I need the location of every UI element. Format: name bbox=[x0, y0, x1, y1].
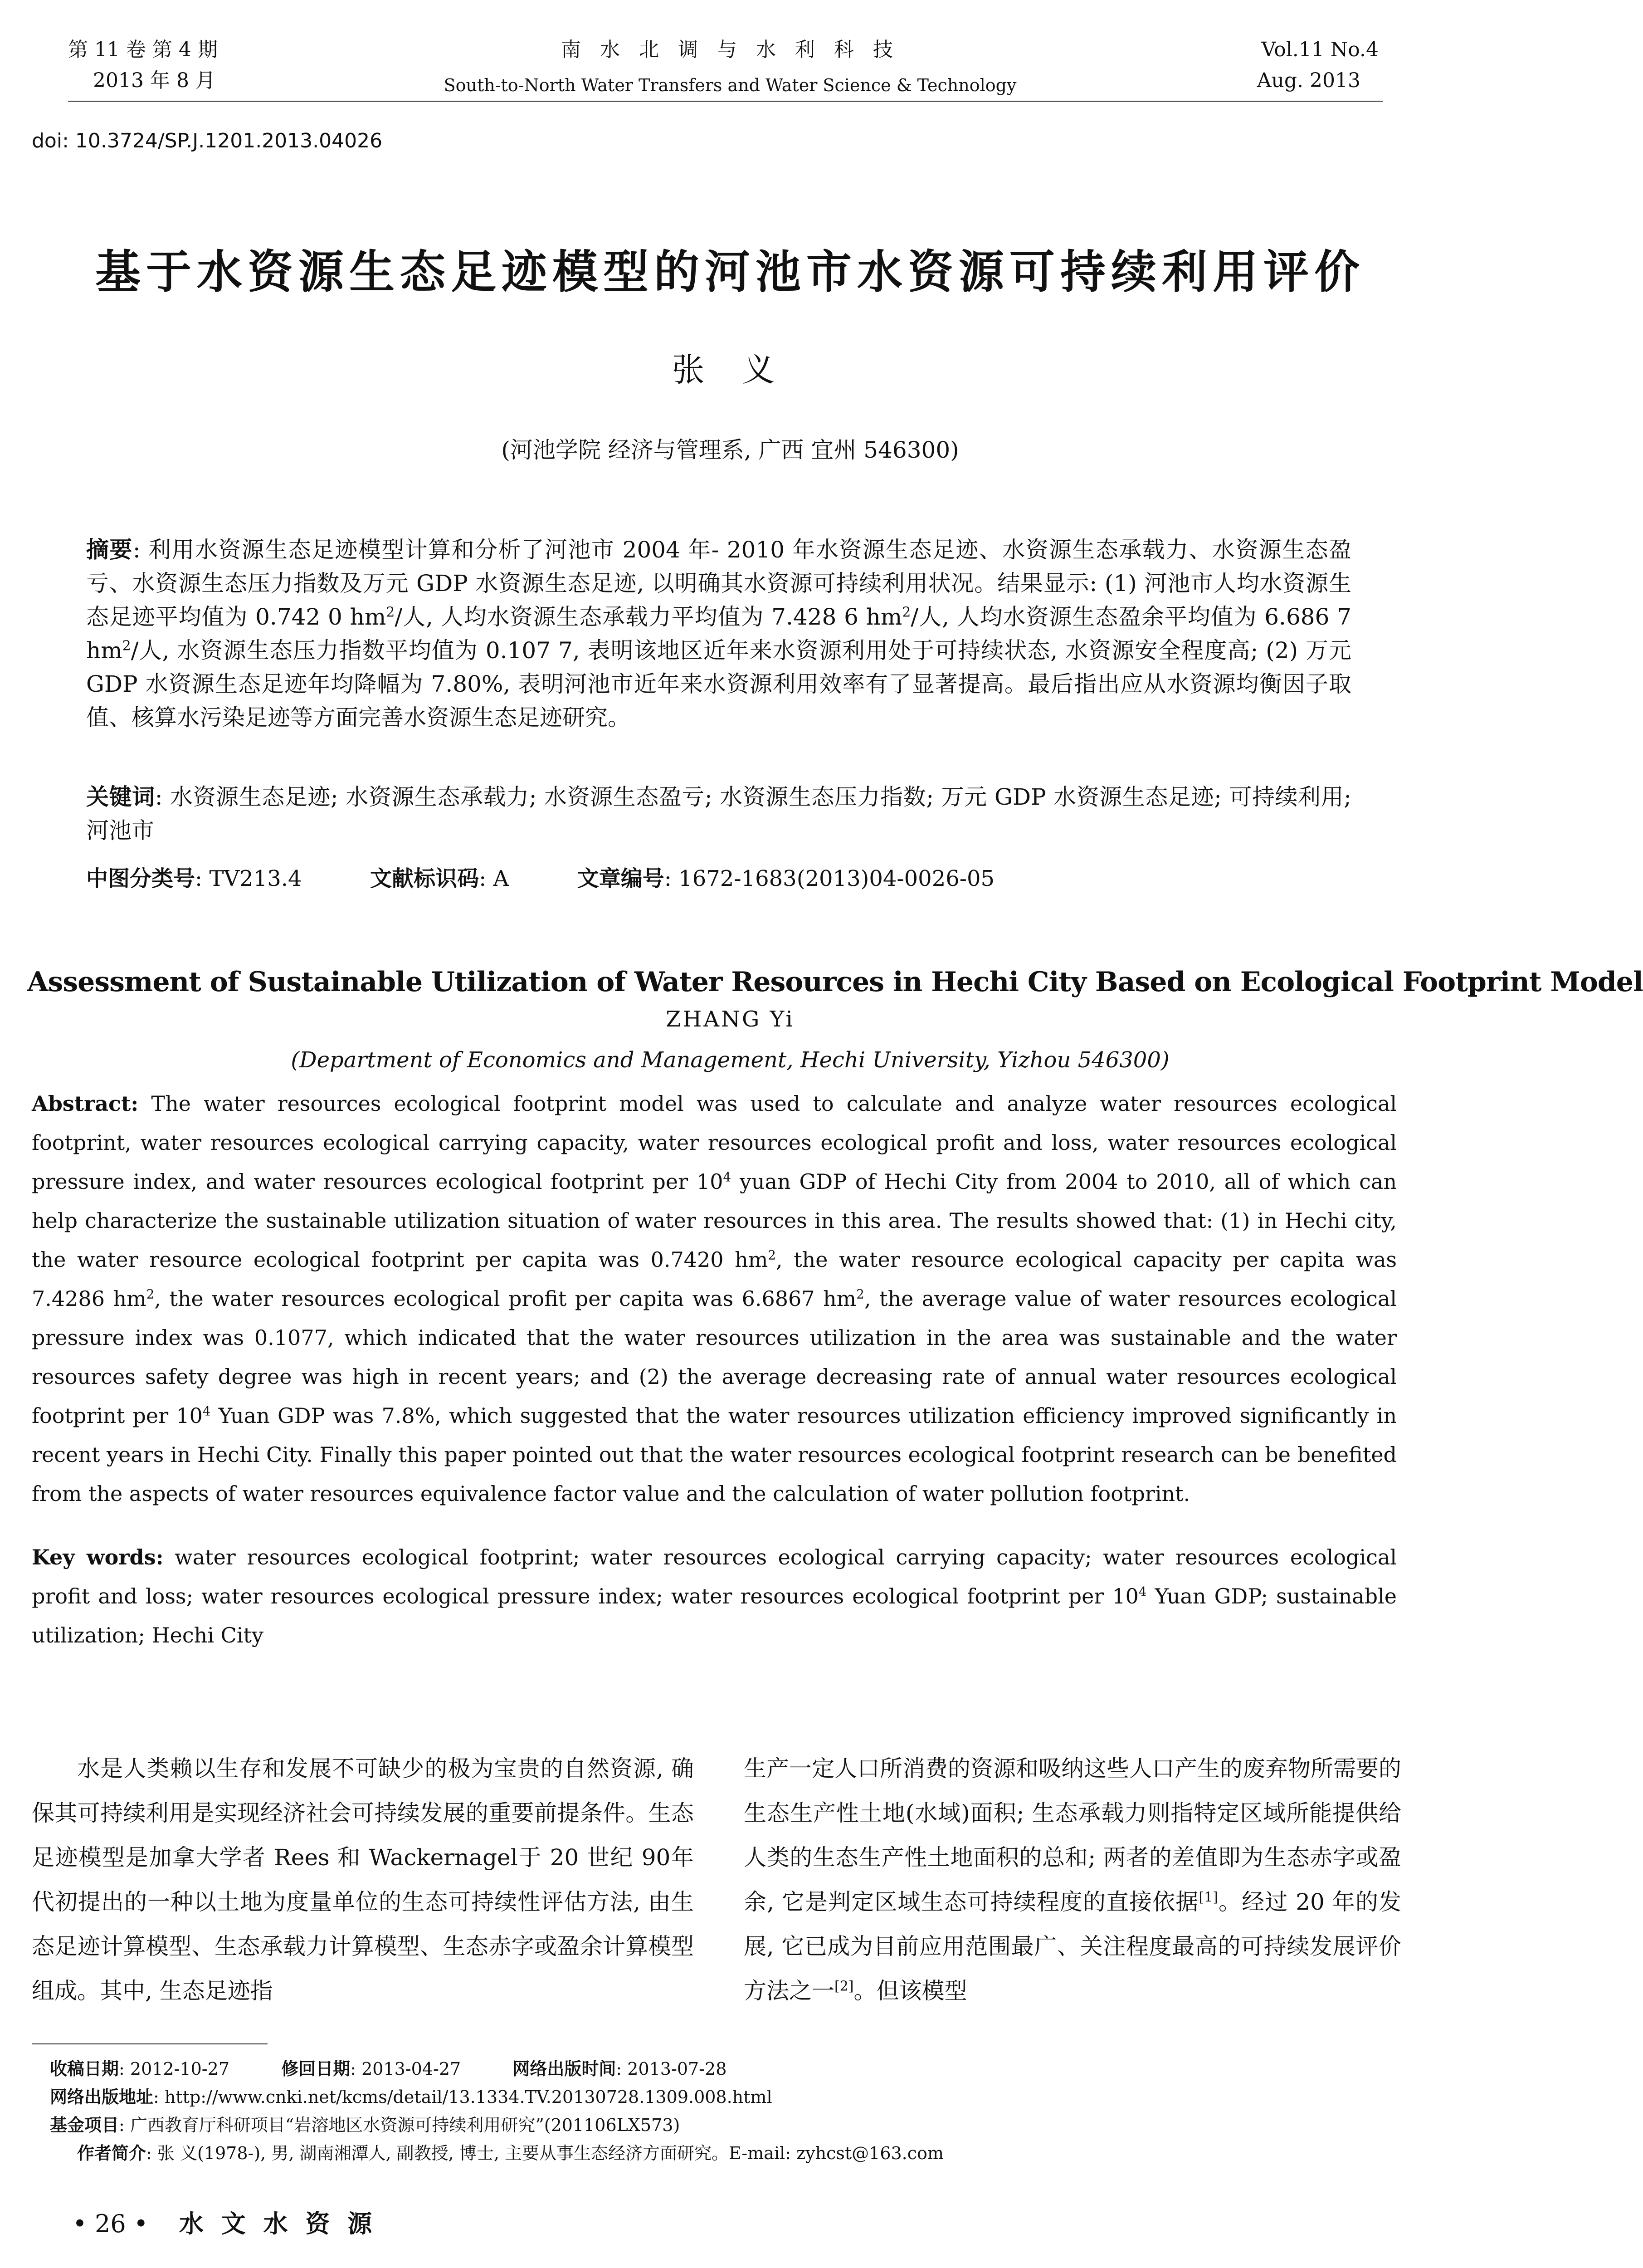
abstract-en-text-2: yuan GDP of Hechi City from 2004 to 2010, all of which can help characterize the sustainable utilization situation of water resources in this area. The results showed that: (1) in Hechi city, the water resource ecological footprint per capita was 0.7420 hm bbox=[32, 1169, 1397, 1272]
abstract-en-text-1: The water resources ecological footprint model was used to calculate and analyze water resources ecological footprint, water resources ecological carrying capacity, water resources ecological profit and loss, water resources ecological pressure index, and water resources ecological footprint per 10 bbox=[32, 1091, 1397, 1194]
doc-code-label: 文献标识码 bbox=[370, 866, 479, 891]
sup: 4 bbox=[723, 1169, 731, 1185]
abstract-en-text-6: Yuan GDP was 7.8%, which suggested that the water resources utilization efficiency improved significantly in recent years in Hechi City. Finally this paper pointed out that the water resources ecological footprint research can be benefited from the aspects of water resources equivalence factor value and the calculation of water pollution footprint. bbox=[32, 1403, 1397, 1506]
abstract-cn-label: 摘要 bbox=[86, 536, 133, 563]
header-date-en: Aug. 2013 bbox=[1257, 69, 1360, 92]
body-text-1: 生产一定人口所消费的资源和吸纳这些人口产生的废弃物所需要的生态生产性土地(水域)面积; 生态承载力则指特定区域所能提供给人类的生态生产性土地面积的总和; 两者的差值即为生态赤字或盈余, 它是判定区域生态可持续程度的直接依据 bbox=[744, 1755, 1401, 1915]
abstract-cn-text-4: /人, 水资源生态压力指数平均值为 0.107 7, 表明该地区近年来水资源利用处于可持续状态, 水资源安全程度高; (2) 万元 GDP 水资源生态足迹年均降幅为 7.80%, 表明河池市近年来水资源利用效率有了显著提高。最后指出应从水资源均衡因子取值、核算水污染足迹等方面完善水资源生态足迹研究。 bbox=[86, 637, 1351, 731]
header-date: 2013 年 8 月 bbox=[93, 69, 215, 92]
footnote-url: 网络出版地址: http://www.cnki.net/kcms/detail/13.1334.TV.20130728.1309.008.html bbox=[50, 2087, 772, 2107]
abstract-en-label: Abstract: bbox=[32, 1091, 139, 1116]
sup: 2 bbox=[386, 604, 395, 621]
title-en: Assessment of Sustainable Utilization of Water Resources in Hechi City Based on Ecological Footprint Model bbox=[27, 966, 1643, 998]
revised-label: 修回日期 bbox=[281, 2058, 351, 2079]
footnote-rule bbox=[32, 2043, 268, 2044]
body-column-right bbox=[744, 1746, 1401, 2013]
affiliation-en: (Department of Economics and Management, Hechi University, Yizhou 546300) bbox=[291, 1047, 1170, 1073]
header-rule bbox=[68, 101, 1383, 102]
header-journal-en: South-to-North Water Transfers and Water Science & Technology bbox=[444, 75, 1017, 95]
body-text-2: 。经过 20 年的发展, 它已成为目前应用范围最广、关注程度最高的可持续发展评价方法之一 bbox=[744, 1889, 1401, 2004]
clc-label: 中图分类号 bbox=[86, 866, 195, 891]
abstract-cn-text-2: /人, 人均水资源生态承载力平均值为 7.428 6 hm bbox=[395, 604, 902, 630]
title-cn: 基于水资源生态足迹模型的河池市水资源可持续利用评价 bbox=[95, 245, 1365, 298]
header-journal-cn: 南 水 北 调 与 水 利 科 技 bbox=[561, 38, 899, 61]
journal-section: 水 文 水 资 源 bbox=[179, 2209, 377, 2238]
citation-ref: [1] bbox=[1199, 1889, 1218, 1906]
article-id-value: 1672-1683(2013)04-0026-05 bbox=[678, 866, 995, 891]
doc-code-value: A bbox=[493, 866, 509, 891]
author-cn: 张 义 bbox=[672, 351, 789, 389]
footnote-fund: 基金项目: 广西教育厅科研项目“岩溶地区水资源可持续利用研究”(201106LX573) bbox=[50, 2115, 680, 2135]
abstract-cn-text-1: 利用水资源生态足迹模型计算和分析了河池市 2004 年- 2010 年水资源生态足迹、水资源生态承载力、水资源生态盈亏、水资源生态压力指数及万元 GDP 水资源生态足迹, 以明确其水资源可持续利用状况。结果显示: (1) 河池市人均水资源生态足迹平均值为 0.742 0 hm bbox=[86, 537, 1352, 630]
sup: 2 bbox=[768, 1247, 776, 1263]
keywords-cn: 关键词: 水资源生态足迹; 水资源生态承载力; 水资源生态盈亏; 水资源生态压力指数; 万元 GDP 水资源生态足迹; 可持续利用; 河池市 bbox=[86, 783, 1352, 844]
url-label: 网络出版地址 bbox=[50, 2087, 154, 2107]
footnotes bbox=[50, 2055, 1410, 2167]
abstract-en bbox=[32, 1084, 1397, 1513]
online-date: 2013-07-28 bbox=[627, 2059, 727, 2079]
author-bio-label: 作者简介 bbox=[77, 2143, 146, 2163]
sup: 2 bbox=[122, 638, 131, 654]
article-id-label: 文章编号 bbox=[577, 866, 664, 891]
fund-text: 广西教育厅科研项目“岩溶地区水资源可持续利用研究”(201106LX573) bbox=[130, 2115, 680, 2135]
keywords-en bbox=[32, 1538, 1397, 1655]
sup: 4 bbox=[202, 1403, 211, 1419]
body-text-3: 。但该模型 bbox=[853, 1978, 967, 2004]
keywords-cn-text: 水资源生态足迹; 水资源生态承载力; 水资源生态盈亏; 水资源生态压力指数; 万元 GDP 水资源生态足迹; 可持续利用; 河池市 bbox=[86, 784, 1352, 844]
header-volume: 第 11 卷 第 4 期 bbox=[68, 38, 218, 61]
received-label: 收稿日期 bbox=[50, 2058, 119, 2079]
sup: 2 bbox=[902, 604, 911, 621]
online-url-link[interactable]: http://www.cnki.net/kcms/detail/13.1334.TV.20130728.1309.008.html bbox=[164, 2087, 772, 2107]
citation-ref: [2] bbox=[834, 1978, 854, 1994]
author-en: ZHANG Yi bbox=[666, 1007, 795, 1032]
clc-value: TV213.4 bbox=[209, 866, 302, 891]
page-number: • 26 • bbox=[73, 2209, 148, 2238]
keywords-en-label: Key words: bbox=[32, 1545, 164, 1569]
affiliation-cn: (河池学院 经济与管理系, 广西 宜州 546300) bbox=[501, 437, 959, 463]
fund-label: 基金项目 bbox=[50, 2115, 119, 2135]
received-date: 2012-10-27 bbox=[130, 2059, 229, 2079]
revised-date: 2013-04-27 bbox=[361, 2059, 461, 2079]
sup: 2 bbox=[856, 1286, 864, 1302]
classification-cn: 中图分类号: TV213.4 文献标识码: A 文章编号: 1672-1683(2013)04-0026-05 bbox=[86, 866, 995, 891]
keywords-en-text-1: water resources ecological footprint; water resources ecological carrying capacity; water resources ecological profit and loss; water resources ecological pressure index; water resources ecological footprint per 10 bbox=[32, 1545, 1397, 1608]
abstract-en-text-5: , the average value of water resources ecological pressure index was 0.1077, which indicated that the water resources utilization in the area was sustainable and the water resources safety degree was high in recent years; and (2) the average decreasing rate of annual water resources ecological footprint per 10 bbox=[32, 1286, 1397, 1428]
footnote-dates: 收稿日期: 2012-10-27 修回日期: 2013-04-27 网络出版时间: 2013-07-28 bbox=[50, 2058, 727, 2079]
body-column-left: 水是人类赖以生存和发展不可缺少的极为宝贵的自然资源, 确保其可持续利用是实现经济社会可持续发展的重要前提条件。生态足迹模型是加拿大学者 Rees 和 Wackernagel于 20 世纪 90年代初提出的一种以土地为度量单位的生态可持续性评估方法, 由生态足迹计算模型、生态承载力计算模型、生态赤字或盈余计算模型组成。其中, 生态足迹指 bbox=[32, 1755, 694, 2004]
abstract-cn: 摘要: 利用水资源生态足迹模型计算和分析了河池市 2004 年- 2010 年水资源生态足迹、水资源生态承载力、水资源生态盈亏、水资源生态压力指数及万元 GDP 水资源生态足迹, 以明确其水资源可持续利用状况。结果显示: (1) 河池市人均水资源生态足迹平均值为 0.742 0 $hm^2/$人, 人均水资源生态承载力平均值为 7.428 6 $hm^2/$人, 人均水资源生态盈余平均值为 6.686 7 $hm^2/$人, 水资源生态压力指数平均值为 0.107 7, 表明该地区近年来水资源利用处于可持续状态, 水资源安全程度高; (2) 万元 GDP 水资源生态足迹年均降幅为 7.80%, 表明河池市近年来水资源利用效率有了显著提高。最后指出应从水资源均衡因子取值、核算水污染足迹等方面完善水资源生态足迹研究。 bbox=[86, 536, 1352, 731]
abstract-en-text-3: , the water resource ecological capacity per capita was 7.4286 hm bbox=[32, 1247, 1397, 1311]
header-vol-en: Vol.11 No.4 bbox=[1261, 38, 1379, 61]
keywords-cn-label: 关键词 bbox=[86, 783, 155, 810]
doi: doi: 10.3724/SP.J.1201.2013.04026 bbox=[32, 129, 383, 152]
abstract-en-text-4: , the water resources ecological profit per capita was 6.6867 hm bbox=[154, 1286, 857, 1311]
author-bio-text: 张 义(1978-), 男, 湖南湘潭人, 副教授, 博士, 主要从事生态经济方面研究。E-mail: zyhcst@163.com bbox=[157, 2143, 944, 2163]
abstract-cn-text-3: /人, 人均水资源生态盈余平均值为 6.686 7 hm bbox=[86, 604, 1351, 664]
footnote-author: 作者简介: 张 义(1978-), 男, 湖南湘潭人, 副教授, 博士, 主要从事生态经济方面研究。E-mail: zyhcst@163.com bbox=[77, 2143, 944, 2163]
sup: 4 bbox=[1138, 1584, 1147, 1599]
online-label: 网络出版时间 bbox=[512, 2058, 616, 2079]
sup: 2 bbox=[146, 1286, 155, 1302]
keywords-en-text-2: Yuan GDP; sustainable utilization; Hechi City bbox=[32, 1584, 1397, 1647]
